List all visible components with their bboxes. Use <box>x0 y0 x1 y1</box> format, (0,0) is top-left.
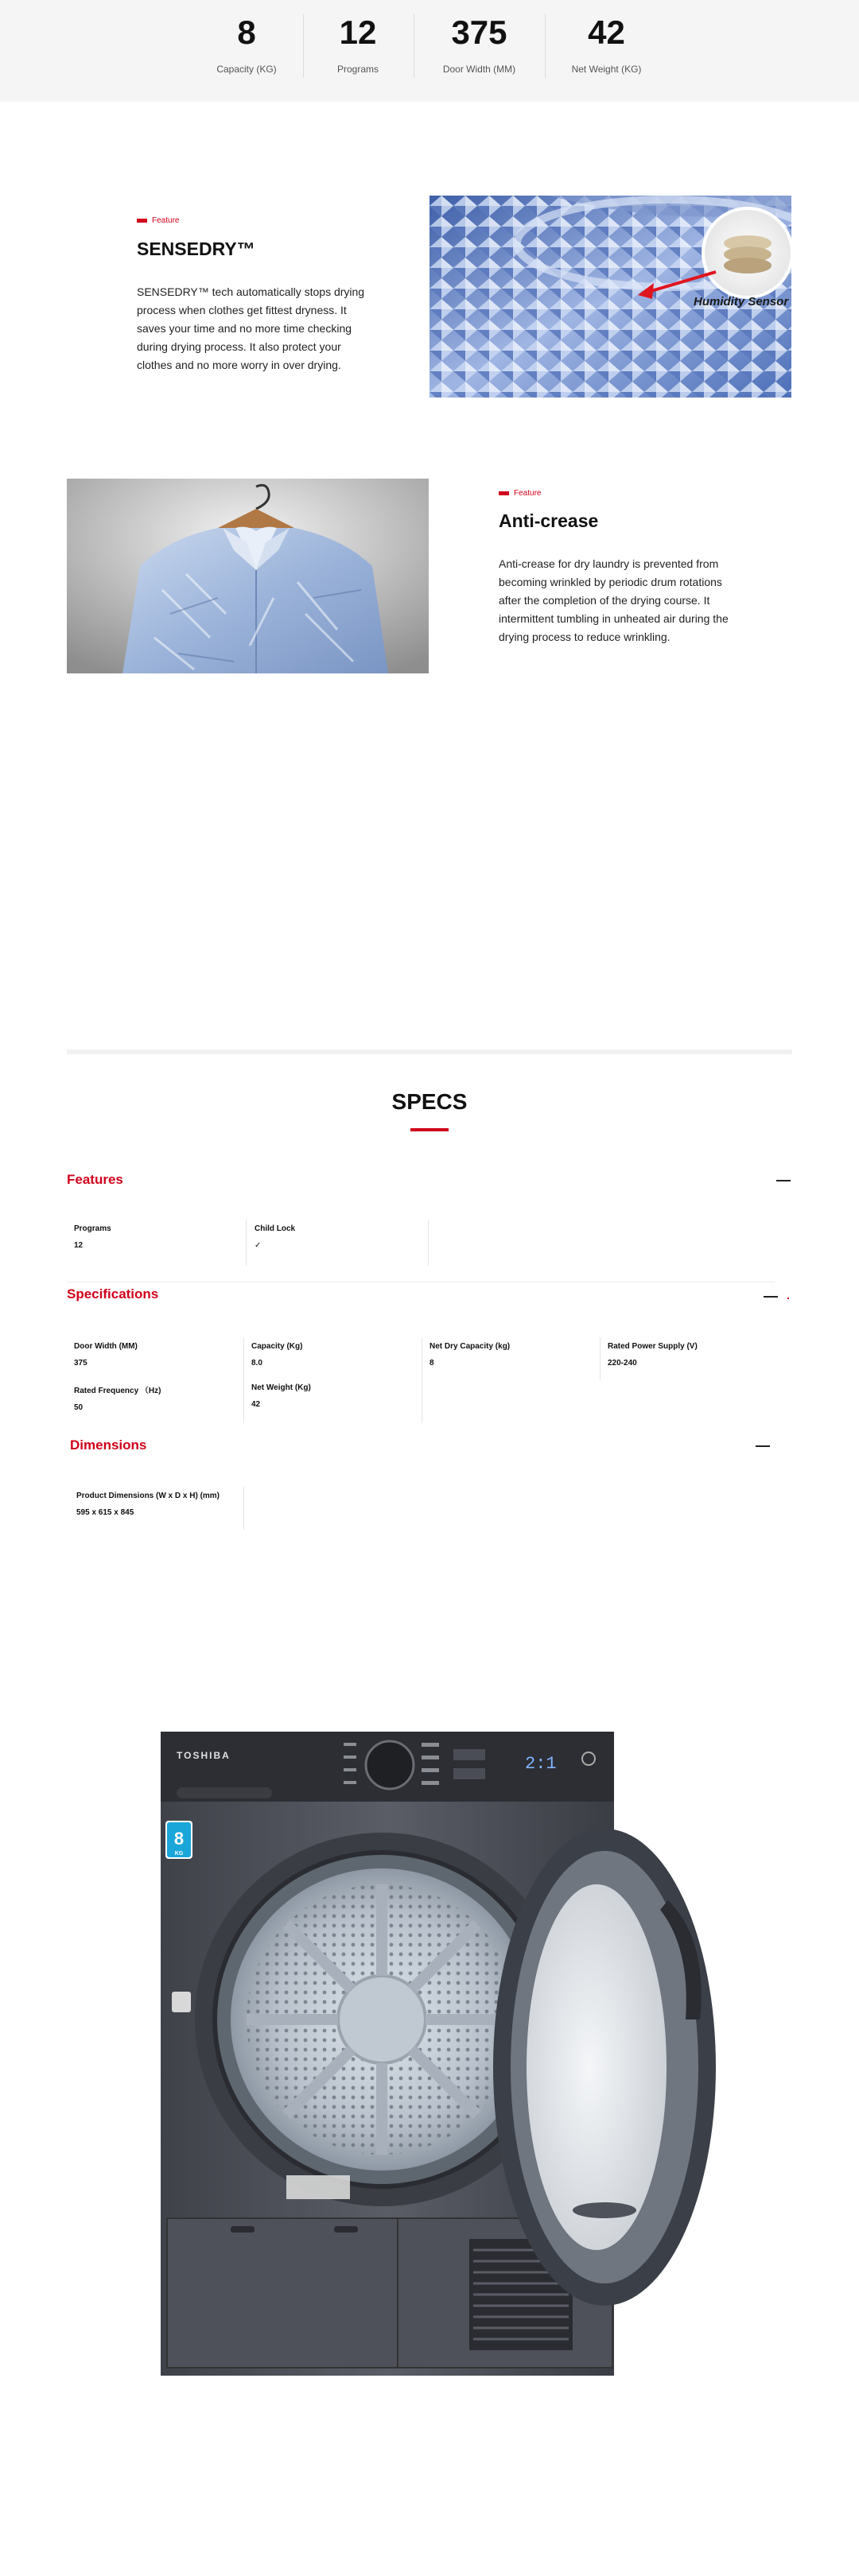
spec-net-weight <box>251 1383 311 1409</box>
stat-divider <box>545 14 546 78</box>
spec-key: Programs <box>74 1224 111 1233</box>
stat-label: Capacity (KG) <box>216 64 277 75</box>
spec-key: Net Dry Capacity (kg) <box>430 1342 511 1351</box>
spec-child-lock <box>255 1224 295 1250</box>
feature-tag-label: Feature <box>152 216 180 225</box>
spec-door-width <box>74 1342 138 1368</box>
feature-description: SENSEDRY™ tech automatically stops drying process when clothes get fittest dryness. It saves your time and no more time checking during drying process. It also protect your clothes and no more worry in over drying. <box>137 285 365 371</box>
stat-capacity <box>203 0 290 102</box>
feature-tag-label: Feature <box>514 489 542 498</box>
specs-divider <box>67 1049 792 1054</box>
spec-key: Rated Power Supply (V) <box>608 1342 698 1351</box>
spec-rated-power-supply <box>608 1342 698 1368</box>
stat-divider <box>303 14 304 78</box>
stat-value: 375 <box>451 14 507 51</box>
spec-value: 50 <box>74 1403 84 1412</box>
drum-interior-image <box>430 196 791 398</box>
spec-divider <box>246 1220 247 1266</box>
dryer-illustration <box>119 1701 740 2417</box>
stat-net-weight <box>561 0 652 102</box>
feature-title: Anti-crease <box>499 510 599 531</box>
spec-divider <box>600 1337 601 1380</box>
stat-value: 8 <box>237 14 256 51</box>
time-display: 2:1 <box>525 1754 557 1774</box>
feature-description: Anti-crease for dry laundry is prevented from becoming wrinkled by periodic drum rotations after the completion of the drying course. It intermittent tumbling in unheated air during the drying process to reduce wrinkling. <box>499 557 729 643</box>
spec-programs <box>74 1224 111 1250</box>
spec-key: Rated Frequency （Hz) <box>74 1387 161 1395</box>
spec-key: Net Weight (Kg) <box>251 1383 311 1392</box>
features-section-heading[interactable]: Features <box>67 1172 123 1187</box>
capacity-badge-number: 8 <box>173 1829 185 1849</box>
spec-key: Product Dimensions (W x D x H) (mm) <box>76 1492 220 1500</box>
specs-title: SPECS <box>391 1089 468 1114</box>
specifications-collapse-button[interactable] <box>764 1296 778 1298</box>
specs-title-underline <box>410 1128 449 1131</box>
feature-tag <box>137 216 179 225</box>
feature-tag-bar <box>499 491 509 495</box>
stat-label: Net Weight (KG) <box>571 64 642 75</box>
program-dial <box>366 1741 414 1789</box>
humidity-sensor-caption: Humidity Sensor <box>694 295 789 308</box>
stats-bar <box>0 0 859 102</box>
features-collapse-button[interactable] <box>776 1180 791 1181</box>
spec-value: 220-240 <box>608 1359 637 1368</box>
spec-key: Capacity (Kg) <box>251 1342 303 1351</box>
spec-value: 42 <box>251 1400 261 1409</box>
spec-divider <box>428 1220 429 1266</box>
red-dot <box>787 1298 789 1299</box>
spec-value: 375 <box>74 1359 87 1368</box>
door-glass <box>527 1884 667 2250</box>
spec-rated-frequency <box>74 1383 161 1412</box>
spec-value: 595 x 615 x 845 <box>76 1508 134 1517</box>
stat-programs <box>318 0 398 102</box>
feature-tag <box>499 489 541 498</box>
feature-tag-bar <box>137 219 147 223</box>
stat-door-width <box>430 0 529 102</box>
brand-logo: TOSHIBA <box>177 1750 231 1761</box>
spec-product-dimensions <box>76 1492 220 1517</box>
capacity-badge-unit: KG <box>174 1851 184 1856</box>
spec-value: 8 <box>430 1359 434 1368</box>
spec-value: 12 <box>74 1241 84 1250</box>
drum-interior-illustration <box>430 196 791 398</box>
check-icon: ✓ <box>255 1241 262 1250</box>
stat-label: Door Width (MM) <box>442 64 516 75</box>
spec-key: Door Width (MM) <box>74 1342 138 1351</box>
dimensions-section-heading[interactable]: Dimensions <box>70 1437 147 1453</box>
wrinkled-shirt-illustration <box>67 479 429 673</box>
spec-value: 8.0 <box>251 1359 262 1368</box>
handle-recess <box>177 1787 272 1798</box>
specifications-section-heading[interactable]: Specifications <box>67 1286 159 1302</box>
product-image <box>119 1701 740 2417</box>
feature-title: SENSEDRY™ <box>137 239 255 259</box>
dimensions-collapse-button[interactable] <box>756 1445 770 1447</box>
stat-value: 12 <box>339 14 377 51</box>
spec-divider <box>243 1487 244 1530</box>
shirt-image <box>67 479 429 673</box>
stat-label: Programs <box>336 64 379 75</box>
spec-capacity <box>251 1342 302 1368</box>
spec-divider <box>243 1337 244 1423</box>
spec-key: Child Lock <box>255 1224 296 1233</box>
spec-net-dry-capacity <box>430 1342 510 1368</box>
stat-value: 42 <box>588 14 625 51</box>
